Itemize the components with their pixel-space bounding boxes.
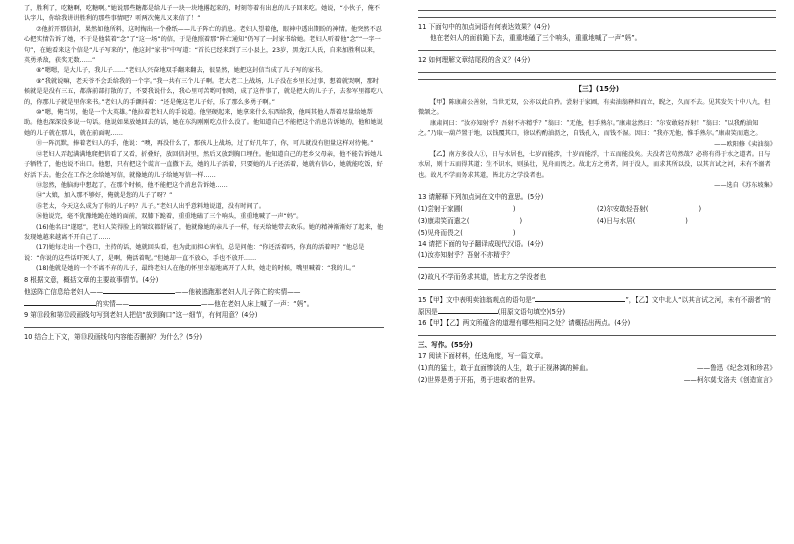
question-14: 14 请把下面的句子翻译成现代汉语。(4分) — [418, 239, 544, 248]
question-8-line-2 — [24, 298, 384, 310]
question-12: 12 如何理解文章结尾段的含义？(4分) — [418, 56, 531, 64]
question-11-quote: 他在老妇人的面前跪下去，重重地磕了三个响头，重重地喊了一声“妈”。 — [430, 34, 642, 42]
reading-paragraph: 了，胜利了，吃糖啊，吃糖啊。”她说那些糖都是给儿子一块一块地撂起来的，时刻等着有出息的儿子回来吃。她说，“小伙子，俺不认字儿，你给我讲讲胜利的那些事情吧？听两次俺儿又来信了！” — [24, 5, 380, 23]
writing-title: 三、写作。(55分) — [418, 340, 473, 349]
reading-paragraph: ⑮老太，今天这么成为了你的儿子吗？儿子。”老妇人出乎意料地说道，没有时间了。 — [36, 202, 266, 210]
q13-item: (2)尔安敢轻吾射( ) — [597, 204, 702, 213]
left-column — [24, 4, 384, 343]
answer-line[interactable] — [418, 72, 776, 73]
question-14-1: (1)汝亦知射乎？吾射不亦精乎？ — [418, 250, 514, 259]
reading-paragraph: ⑪一阵沉默，捧着老妇人的手，他说：“噢，再没什么了，那孩儿上战场，过了好几年了，你，可儿就没有胆量这样对待俺。” — [36, 140, 374, 148]
section-3-title: 【三】(15分) — [574, 85, 620, 93]
reading-paragraph: ⑬忽然，他脑海中想起了，在那个时候，他不能把这个消息告诉她…… — [36, 181, 228, 189]
question-17: 17 阅读下面材料，任选角度，写一篇文章。 — [418, 351, 548, 360]
answer-line[interactable] — [418, 10, 776, 11]
q13-item: (5)见舟而畏之( ) — [418, 228, 516, 237]
q13-row — [418, 215, 776, 227]
q13-row — [418, 227, 776, 239]
q13-item: (3)康肃笑而遣之( ) — [418, 216, 523, 225]
q8-text-c: 的实情—— — [96, 299, 129, 308]
reading-paragraph: (16)他名曰“遂愿”，老妇人笑得脸上的皱纹都舒展了，他就像她的亲儿子一样，每天给她带去欢乐。她的精神渐渐好了起来，他发现她越来越离不开自己了…… — [24, 223, 384, 241]
reading-paragraph: ⑫老妇人弄起满满地爬把信看了又看，折叠好，放回信封里，然后又放到胸口埋住。他知道自己的老乡父母亲，他不能告诉她儿子牺牲了，他也说不出口。他想，只有把这个谎言一直撒下去，她的儿子活着，只要她的儿子还活着，她就有信心，她就能吃饭，好好活下去。他会在工作之余给她写信，就像她的儿子给她写信一样…… — [24, 150, 383, 179]
answer-blank[interactable] — [535, 294, 625, 302]
reading-paragraph: ⑩“嗯，俺当男，他是一个大英雄。”他拉着老妇人的手说道。他坚硬起来，她拿来什么东西给我，他叫其他人帮着尽量给她帮助。他也深深没多说一句话。他说如果放她回去的话，她在东沟刚刚吃点什么没了。他知道自己不能把这个消息告诉她的，他和她说她的儿子就在那儿，就在前面呢…… — [24, 109, 383, 137]
q8-text-a: 他送阵亡信息给老妇人—— — [24, 287, 104, 296]
q13-item: (1)尝射于家圃( ) — [418, 204, 516, 213]
answer-line[interactable] — [418, 335, 776, 336]
passage-b-source: ——选自《苏东坡集》 — [714, 182, 776, 190]
answer-blank[interactable] — [24, 298, 96, 306]
question-8-line-1 — [24, 286, 384, 298]
q13-item: (4)日与水居( ) — [597, 216, 688, 225]
reading-paragraph: (18)他就是她的一个不离不弃的儿子，最终老妇人在他的怀里幸福地离开了人世，她走的时候，嘴里喊着：“我的儿。” — [36, 265, 356, 273]
passage-a-source: ——欧阳修《卖油翁》 — [714, 140, 776, 148]
question-8: 8 根据文意，概括文章的主要故事情节。(4分) — [24, 275, 159, 284]
reading-paragraph: ⑨“我就说嘛，老天爷不会丢给我的一个字。”我一共有三个儿子啊。老大老二上战场，儿子没在乡里长过事，想着就哭啊，那时候就是是没有三五，都落前部打散的了，不要我说什么，我心里可苦哟可恨哟，成了这件事了，就是把大的儿子子，去参军里都吃八的，你那儿子就是里你来书。”老妇人的手颤抖着：“还是俺这老儿子好，乐了那么多勇子啊。” — [24, 77, 383, 106]
question-16: 16【甲】【乙】两文所蕴含的道理有哪些相同之处？请概括出两点。(4分) — [418, 318, 631, 327]
answer-line[interactable] — [418, 267, 776, 268]
question-10: 10 结合上下文，第⑬段画线句内容能否删掉？为什么？(5分) — [24, 332, 203, 341]
q13-row — [418, 203, 776, 215]
q17-material-2: (2)世界是勇于开拓，勇于进取者的世界。 ——柯尔莫戈洛夫《创造宣言》 — [418, 375, 776, 384]
reading-paragraph: ⑯他说完，毫不犹豫地跪在她的面前，双膝下跪着，重重地磕了三个响头，重重地喊了一声“妈”。 — [36, 213, 303, 221]
answer-line[interactable] — [418, 17, 776, 18]
right-column — [418, 4, 776, 386]
classical-passage-b: 【乙】南方多没人①，日与水居也，七岁而能涉，十岁而能浮，十五而能没矣。夫没者岂苟然哉？必将有得于水之道者。日与水居，则十五而得其道；生不识水，则虽壮，见舟而畏之。故北方之勇者，问于没人，而求其所以没，以其言试之河，未有不溺者也。故凡不学而务求其道，皆北方之学没者也。 — [418, 151, 771, 179]
q8-text-d: ——他在老妇人床上喊了一声：“妈”。 — [200, 299, 314, 308]
reading-paragraph: (17)她每走出一个巷口，主持的话，她就回头看，也为此而担心害怕，总是问他：“你还活着吗，你真的活着吗？”他总是说：“你说的这些话吓死人了，是啊，俺活着呢。”但她却一直不放心，手也不放开…… — [24, 244, 365, 262]
question-13: 13 请解释下列加点词在文中的意思。(5分) — [418, 192, 544, 201]
answer-line[interactable] — [418, 79, 776, 80]
reading-paragraph: ⑧“嗯嗯，是大儿子，我儿子……”老妇人兴奋地双手翻来翻去，很显然，她把这封信当成了儿子写的家书。 — [36, 67, 327, 75]
answer-line[interactable] — [418, 289, 776, 290]
reading-paragraph: ⑭“大娘，加入那不够好，俺就是您的儿子了呀？” — [36, 192, 173, 200]
question-11: 11 下面句中的加点词语有何表达效果？(4分) — [418, 23, 550, 31]
reading-paragraph: ⑦他折开那信封，果然如他所料，这时掏出一个叠纸——儿子阵亡的消息。老妇人望着他，眼神中透出期盼的神情。他突然不忍心把实情告诉了她，不于是他装着“念”了“这一场”的信，于是他照着那“阵亡通知”仍写了一封家书给她。老妇人听着他“念”“一字一句”，在她看来这个信是“儿子写来的”，他这封“家书”中写道：“首长已经来到了三小县上，23岁，黑龙江人氏，自来加胜利以来，英勇杀敌，获奖无数……” — [24, 25, 382, 65]
classical-passage-a: 【甲】陈康肃公善射，当世无双，公亦以此自矜。尝射于家圃，有卖油翁释担而立，睨之，久而不去。见其发矢十中八九，但微颔之。 — [418, 99, 771, 117]
answer-blank[interactable] — [129, 298, 201, 306]
question-9: 9 第⑪段和第⑫段画线句写到老妇人把信“放到胸口”这一细节，有何用意？(4分) — [24, 310, 258, 319]
question-14-2: (2)故凡不学而务求其道，皆北方之学没者也 — [418, 272, 547, 281]
q17-material-1: (1)真的猛士，敢于直面惨淡的人生，敢于正视淋漓的鲜血。 ——鲁迅《纪念刘和珍君》 — [418, 363, 776, 372]
answer-blank[interactable] — [438, 306, 498, 314]
q8-text-b: ——他被逃跑那老妇人儿子阵亡的实情—— — [175, 287, 301, 296]
answer-blank[interactable] — [103, 286, 175, 294]
answer-line[interactable] — [418, 50, 776, 51]
question-15: 15【甲】文中表明卖油翁观点的语句是“ ”，【乙】文中北人“以其言试之河，未有不溺者”的原因是 (用原文语句填空)(5分) — [418, 295, 771, 316]
answer-line[interactable] — [24, 327, 384, 328]
classical-passage-a: 康肃问曰：“汝亦知射乎？吾射不亦精乎？”翁曰：“无他，但手熟尔。”康肃忿然曰：“尔安敢轻吾射！”翁曰：“以我酌油知之。”乃取一葫芦置于地，以钱覆其口，徐以杓酌油沥之，自钱孔入，而钱不湿。因曰：“我亦无他，惟手熟尔。”康肃笑而遣之。 — [418, 119, 762, 138]
